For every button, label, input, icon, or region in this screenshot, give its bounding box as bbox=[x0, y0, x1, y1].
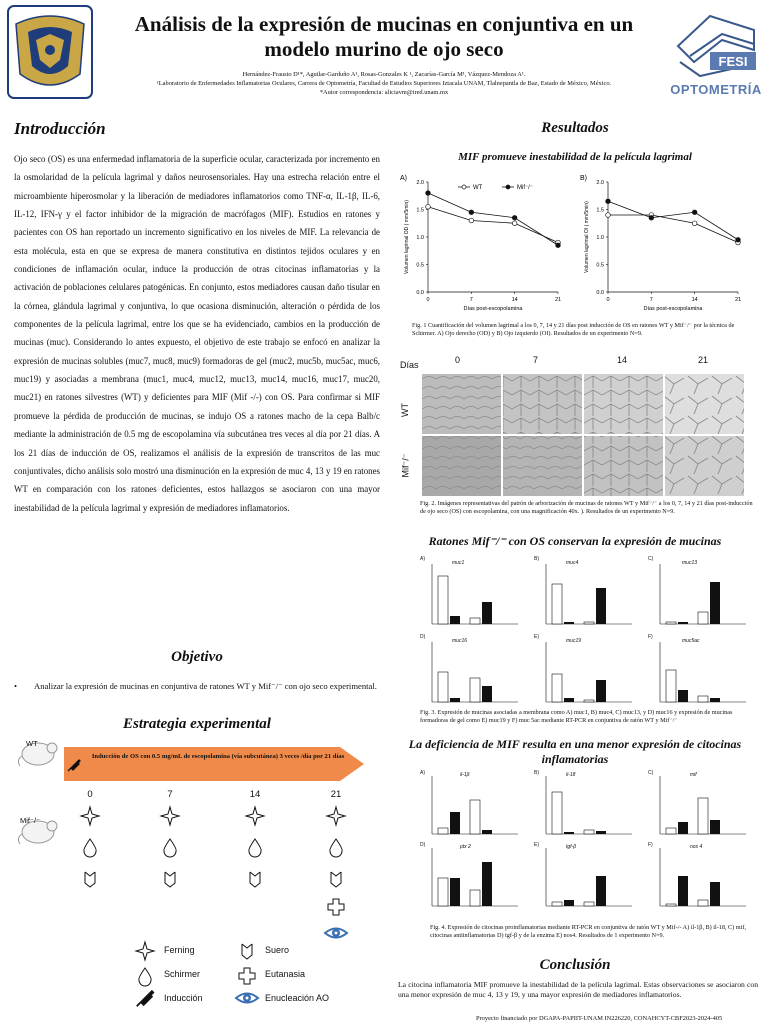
fig2-caption: Fig. 2. Imágenes representativas del patrón de arborización de mucinas de ratones WT y Mif⁻/⁻ a los 0, 7, 14 y 21 días post-inducción de ojo seco (OS) con escopolamina, con una magnificación 40x. ). Resultados de un experimento N=9. bbox=[420, 500, 753, 515]
funding-note: Proyecto financiado por DGAPA-PAPIIT-UNAM IN226220, CONAHCYT-CBF2023-2024-405 bbox=[476, 1015, 723, 1022]
fig3-caption: Fig. 3. Expresión de mucinas asociadas a membrana como A) muc1, B) muc4, C) muc13, y D) muc16 y expresión de mucinas formadoras de gel como E) muc19 y F) muc 5ac mediante RT-PCR en conjuntiva de ratón WT y Mif⁻/⁻ bbox=[420, 709, 733, 724]
svg-text:OPTOMETRÍA: OPTOMETRÍA bbox=[670, 82, 762, 97]
fig1-point-0-0-1 bbox=[469, 218, 474, 223]
correspondence: *Autor correspondencia: aliciavm@ired.unam.mx bbox=[319, 89, 449, 96]
objective-title: Objetivo bbox=[171, 649, 223, 665]
strategy-day-21: 21 bbox=[330, 789, 342, 800]
fig1-point-1-1-2 bbox=[692, 210, 697, 215]
mouse-wt-icon bbox=[14, 730, 60, 770]
mouse-mif-label: Mif⁻/⁻ bbox=[20, 816, 40, 825]
fig1-series-line-0-1 bbox=[428, 193, 558, 245]
ferning-icon bbox=[134, 940, 156, 962]
syringe-icon bbox=[66, 757, 82, 773]
results-subtitle-2: Ratones Mif⁻/⁻ con OS conservan la expresión de mucinas bbox=[428, 534, 722, 548]
fig4-gene-c: mif bbox=[690, 772, 697, 778]
fig1-point-0-1-0 bbox=[426, 191, 431, 196]
fig1-ytick-label-0: 2.0 bbox=[416, 180, 424, 186]
fig1-point-0-0-0 bbox=[426, 204, 431, 209]
legend-ferning: Ferning bbox=[164, 945, 195, 955]
legend-eutanasia: Eutanasia bbox=[265, 969, 306, 979]
fig4-letter-d: D) bbox=[420, 842, 426, 848]
results-subtitle-1: MIF promueve inestabilidad de la película lagrimal bbox=[458, 151, 692, 163]
fig2-row-mif: Mif⁻/⁻ bbox=[400, 453, 411, 478]
fig1-point-1-1-3 bbox=[736, 237, 741, 242]
mouse-mif-icon bbox=[14, 808, 60, 848]
fig3-letter-a: A) bbox=[420, 556, 425, 562]
fig1-xtick-label-1: 7 bbox=[649, 297, 653, 303]
fig1-xtick-label-1: 21 bbox=[734, 297, 742, 303]
fig4-gene-e: tgf-β bbox=[566, 844, 577, 850]
legend-induccion: Inducción bbox=[164, 993, 203, 1003]
fig1-ylabel-0: Volumen lagrimal OD ( mm/5min) bbox=[404, 200, 410, 274]
fig1-xtick-label-1: 14 bbox=[691, 297, 698, 303]
fig1-ytick-label-0: 1.5 bbox=[416, 207, 424, 214]
strategy-day-14: 14 bbox=[249, 789, 261, 800]
authors-block bbox=[100, 70, 668, 97]
fig3-gene-b: muc4 bbox=[566, 560, 579, 566]
fig3-letter-c: C) bbox=[648, 556, 654, 562]
legend-suero: Suero bbox=[265, 945, 290, 955]
fig1-xlabel-1: Días post-escopolamina bbox=[643, 306, 703, 312]
unam-logo bbox=[6, 4, 94, 100]
fig1-legend-marker-0 bbox=[462, 185, 466, 189]
fig1-ytick-label-1: 2.0 bbox=[596, 180, 604, 186]
fig4-letter-c: C) bbox=[648, 770, 654, 776]
strategy-day-0: 0 bbox=[87, 789, 93, 800]
eye-icon bbox=[234, 988, 260, 1008]
fig1-caption: Fig. 1 Cuantificación del volumen lagrimal a los 0, 7, 14 y 21 días post inducción de OS en ratones WT y Mif⁻/⁻ por la técnica de Schirmer. A) Ojo derecho (OD) y B) Ojo izquierdo (OI). Resultados de un experimento N=9. bbox=[412, 322, 735, 337]
fig2-row-wt: WT bbox=[400, 403, 410, 417]
poster-title: Análisis de la expresión de mucinas en conjuntiva en un modelo murino de ojo seco bbox=[134, 12, 634, 61]
fig1-ytick-label-0: 1.0 bbox=[416, 235, 424, 241]
fig1-point-1-0-2 bbox=[692, 221, 697, 226]
fig3-letter-b: B) bbox=[534, 556, 539, 562]
fig4-letter-f: F) bbox=[648, 842, 653, 848]
suero-icon bbox=[236, 940, 258, 962]
schirmer-icons bbox=[84, 839, 342, 857]
fig3-letter-d: D) bbox=[420, 634, 426, 640]
strategy-title: Estrategia experimental bbox=[123, 716, 271, 732]
fig2-mif-row bbox=[422, 436, 744, 496]
fig4-letter-b: B) bbox=[534, 770, 539, 776]
fig1-legend-label-1: Mif⁻/⁻ bbox=[517, 185, 533, 191]
induction-arrow-text: Inducción de OS con 0.5 mg/mL de escopolamina (vía subcutánea) 3 veces /día por 21 días bbox=[91, 753, 345, 760]
legend-enucleacion: Enucleación AO bbox=[265, 993, 330, 1003]
fig1-xtick-label-0: 7 bbox=[469, 297, 473, 303]
legend-schirmer: Schirmer bbox=[164, 969, 201, 979]
author-list: Hernández-Frausto D¹*, Aguilar-Garduño A¹, Rosas-Gonzales K ¹, Zacarías-García M¹, Vázquez-Mendoza A¹. bbox=[242, 71, 526, 78]
fig1-xtick-label-1: 0 bbox=[606, 297, 610, 303]
fig1-xtick-label-0: 0 bbox=[426, 297, 430, 303]
fig4-gene-a: il-1β bbox=[460, 772, 470, 778]
eutanasia-icon bbox=[328, 899, 344, 915]
fig3-gene-f: muc5ac bbox=[682, 638, 700, 644]
poster-header bbox=[0, 0, 768, 104]
fig4-gene-f: nos 4 bbox=[690, 844, 703, 850]
fig2-days-label: Días bbox=[400, 360, 419, 370]
fig1-xtick-label-0: 21 bbox=[554, 297, 562, 303]
fig1-ytick-label-0: 0.0 bbox=[416, 290, 424, 296]
fig1-ytick-label-1: 0.0 bbox=[596, 290, 604, 296]
fig2-day-0: 0 bbox=[455, 355, 461, 365]
fig4-panel-labels bbox=[420, 770, 760, 910]
fig1-point-1-1-0 bbox=[606, 199, 611, 204]
fig3-gene-c: muc13 bbox=[682, 560, 698, 566]
fig3-panel-labels bbox=[420, 556, 760, 706]
fig1-panel-label-0: A) bbox=[400, 175, 407, 182]
mouse-wt-label: WT bbox=[26, 739, 38, 748]
fig4-letter-e: E) bbox=[534, 842, 539, 848]
schirmer-icon bbox=[134, 965, 156, 987]
fig1-ytick-label-1: 1.0 bbox=[596, 235, 604, 241]
fig1-tear-volume-charts bbox=[398, 170, 760, 320]
fig3-letter-f: F) bbox=[648, 634, 653, 640]
objective-text: Analizar la expresión de mucinas en conjuntiva de ratones WT y Mif⁻/⁻ con ojo seco experimental. bbox=[34, 681, 377, 691]
fig1-ytick-label-0: 0.5 bbox=[416, 262, 424, 269]
fesi-optometria-logo bbox=[670, 6, 762, 100]
fig1-point-0-0-2 bbox=[512, 221, 517, 226]
intro-body: Ojo seco (OS) es una enfermedad inflamatoria de la superficie ocular, caracterizada por incremento en la osmolaridad de la película lagrimal y daños neurosensoriales. Hay una estrecha relación entre el microambiente hiperosmolar y la liberación de mediadores inflamatorios como TNF-α, IL-1β, IL-6, IL-12, IFN-γ y el factor inhibidor de la migración de macrófagos (MIF). Estudios en ratones y pacientes con OS han reportado un incremento significativo en los niveles de MIF. La relevancia de esta molécula, esta en que se expresa de manera constitutiva en distintos tejidos oculares y en condiciones de inflamación ocular, induce la producción de otras citocinas inflamatorias y la activación de poblaciones celulares patogénicas. En conjunto, estos mediadores causan daño tisular en la córnea, glándula lagrimal y conjuntiva, lo que ocasiona disminución, alteración o pérdida de los componentes de la película lagrimal, entre los que se ha evidenciado, cambios en la producción de mucinas (muc). Considerando lo antes expuesto, el objetivo de este trabajo se enfocó en analizar la expresión de mucinas solubles (muc7, muc8, muc9) formadoras de gel (muc2, muc5b, muc5ac, muc6, muc19) y asociadas a membrana (muc1, muc4, muc12, muc13, muc14, muc16, muc17, muc20, muc21) en ratones silvestres (WT) y deficientes para MIF (Mif -/-) con OS. Para confirmar si MIF promueve la pérdida de producción de mucinas, se indujo OS a ratones macho de la cepa Balb/c mediante la administración de 0.5 mg de escopolamina vía subcutánea tres veces al día por 21 días. A los 21 días de inducción de OS, realizamos el análisis de la expresión de transcritos de las muc conjuntivales, dicho análisis solo mostró una disminución en la expresión de muc 4, 13 y 19 en ratones WT en comparación con los ratones deficientes, estos hallazgos se asociaron con una mayor inestabilidad de la película lagrimal y expresión de mediadores inflamatorios. bbox=[14, 154, 380, 513]
syringe-legend-icon bbox=[134, 987, 156, 1009]
fig3-gene-a: muc1 bbox=[452, 560, 465, 566]
fig1-point-0-1-2 bbox=[512, 215, 517, 220]
fig3-gene-e: muc19 bbox=[566, 638, 582, 644]
fig2-day-7: 7 bbox=[533, 355, 539, 365]
fig1-point-0-1-1 bbox=[469, 210, 474, 215]
intro-title: Introducción bbox=[14, 119, 106, 138]
fig2-micrograph-grid bbox=[422, 374, 744, 496]
fig4-gene-d: ptx 2 bbox=[460, 844, 471, 850]
fig1-xlabel-0: Días post-escopolamina bbox=[463, 306, 523, 312]
ferning-icons bbox=[81, 807, 345, 825]
fig1-legend-marker-1 bbox=[506, 185, 510, 189]
svg-text:FESI: FESI bbox=[718, 54, 748, 69]
fig2-day-14: 14 bbox=[617, 355, 628, 365]
fig1-ytick-label-1: 0.5 bbox=[596, 262, 604, 269]
affiliation: ¹Laboratorio de Enfermedades Inflamatorias Oculares, Carrera de Optometría, Facultad de Estudios Superiores Iztacala UNAM, Tlalnepantla de Baz, Estado de México, México. bbox=[156, 80, 612, 87]
fig1-series-line-1-0 bbox=[608, 215, 738, 243]
objective-bullet: • bbox=[14, 681, 18, 691]
fig1-series-line-0-0 bbox=[428, 207, 558, 243]
strategy-timeline-icons bbox=[60, 800, 360, 940]
fig1-panel-label-1: B) bbox=[580, 175, 587, 182]
conclusion-body: La citocina inflamatoria MIF promueve la inestabilidad de la película lagrimal. Estas observaciones se asociaron con una menor expresión de muc 4, 13 y 19, y una mayor expresión de mediadores inflamatorios. bbox=[398, 980, 758, 999]
results-subtitle-3: La deficiencia de MIF resulta en una menor expresión de citocinas inflamatorias bbox=[408, 737, 742, 766]
fig1-ytick-label-1: 1.5 bbox=[596, 207, 604, 214]
conclusion-title: Conclusión bbox=[539, 957, 611, 973]
fig2-day-21: 21 bbox=[698, 355, 709, 365]
fig4-caption: Fig. 4. Expresión de citocinas proinflamatorias mediante RT-PCR en conjuntiva de ratón WT y Mif-/- A) il-1β, B) il-18, C) mif, citocinas antiinflamatorias D) tgf-β y de la enzima E) nos4. Resultados de 1 experimento N=9. bbox=[430, 924, 746, 939]
suero-icons bbox=[85, 872, 341, 887]
fig1-legend-label-0: WT bbox=[473, 185, 483, 191]
fig1-point-1-1-1 bbox=[649, 215, 654, 220]
fig3-gene-d: muc16 bbox=[452, 638, 468, 644]
fig4-letter-a: A) bbox=[420, 770, 425, 776]
enucleacion-icon bbox=[325, 929, 347, 938]
fig1-point-1-0-0 bbox=[606, 213, 611, 218]
fig4-gene-b: il-18 bbox=[566, 772, 576, 778]
fig1-ylabel-1: Volumen lagrimal OI ( mm/5min) bbox=[584, 201, 590, 273]
strategy-day-7: 7 bbox=[167, 789, 173, 800]
fig1-point-0-1-3 bbox=[556, 243, 561, 248]
fig2-wt-row bbox=[422, 374, 744, 434]
fig1-xtick-label-0: 14 bbox=[511, 297, 518, 303]
results-title: Resultados bbox=[541, 120, 609, 136]
fig3-letter-e: E) bbox=[534, 634, 539, 640]
eutanasia-legend-icon bbox=[236, 965, 258, 987]
